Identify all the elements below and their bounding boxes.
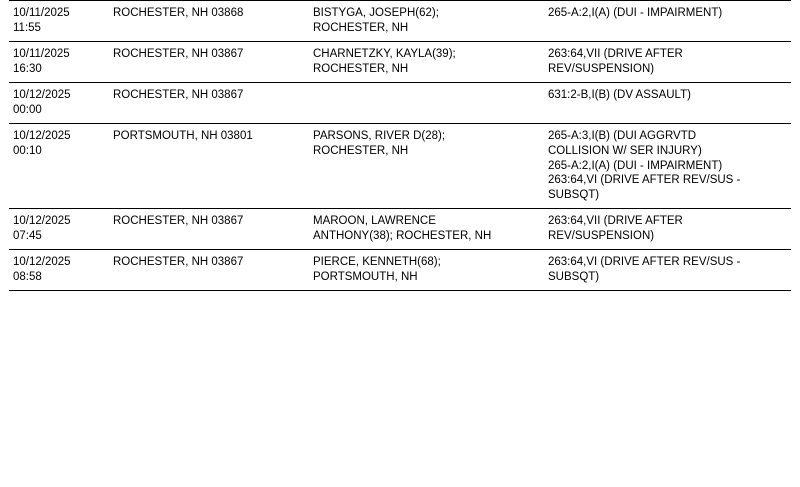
arrest-log-table [9, 0, 791, 291]
cell-name [309, 209, 544, 250]
entry-date: 10/12/2025 [13, 88, 71, 101]
entry-location: ROCHESTER, NH 03868 [113, 7, 244, 19]
table-row [9, 250, 791, 291]
cell-location [109, 123, 309, 209]
cell-datetime [9, 1, 109, 42]
entry-date: 10/12/2025 [13, 129, 71, 142]
cell-charges [544, 41, 791, 82]
entry-residence: ROCHESTER, NH [313, 21, 409, 34]
entry-charge-line: 263:64,VII (DRIVE AFTER [548, 47, 683, 60]
cell-location [109, 209, 309, 250]
arrest-log-body [9, 1, 791, 291]
cell-charges [544, 82, 791, 123]
entry-time: 16:30 [13, 62, 42, 75]
entry-location: ROCHESTER, NH 03867 [113, 47, 244, 60]
entry-date: 10/12/2025 [13, 256, 71, 269]
entry-name: BISTYGA, JOSEPH(62); [313, 7, 439, 19]
cell-datetime [9, 250, 109, 291]
cell-datetime [9, 209, 109, 250]
cell-location [109, 250, 309, 291]
table-row [9, 1, 791, 42]
entry-name: MAROON, LAWRENCE [313, 215, 436, 228]
entry-charge-line: 263:64,VII (DRIVE AFTER [548, 215, 683, 228]
entry-time: 00:00 [13, 103, 42, 116]
entry-time: 08:58 [13, 271, 42, 284]
cell-name [309, 82, 544, 123]
table-row [9, 209, 791, 250]
cell-charges [544, 250, 791, 291]
entry-name: PARSONS, RIVER D(28); [313, 129, 446, 142]
entry-residence: ANTHONY(38); ROCHESTER, NH [313, 230, 492, 243]
entry-time: 07:45 [13, 230, 42, 243]
entry-residence: ROCHESTER, NH [313, 144, 409, 157]
entry-residence: PORTSMOUTH, NH [313, 271, 418, 284]
entry-location: ROCHESTER, NH 03867 [113, 88, 244, 101]
entry-date: 10/11/2025 [13, 47, 70, 60]
cell-charges [544, 123, 791, 209]
entry-time: 11:55 [13, 21, 41, 34]
entry-charge-line: 265-A:2,I(A) (DUI - IMPAIRMENT) [548, 7, 723, 19]
cell-charges [544, 1, 791, 42]
cell-name [309, 41, 544, 82]
entry-charge-line: 631:2-B,I(B) (DV ASSAULT) [548, 88, 691, 101]
cell-datetime [9, 123, 109, 209]
entry-location: PORTSMOUTH, NH 03801 [113, 129, 253, 142]
entry-location: ROCHESTER, NH 03867 [113, 256, 244, 269]
entry-charge-line: 263:64,VI (DRIVE AFTER REV/SUS - [548, 174, 741, 187]
cell-datetime [9, 82, 109, 123]
entry-residence: ROCHESTER, NH [313, 62, 409, 75]
entry-date: 10/11/2025 [13, 7, 70, 19]
entry-charge-line: REV/SUSPENSION) [548, 62, 655, 75]
cell-datetime [9, 41, 109, 82]
cell-name [309, 123, 544, 209]
entry-name: CHARNETZKY, KAYLA(39); [313, 47, 456, 60]
cell-name [309, 1, 544, 42]
table-row [9, 41, 791, 82]
entry-charge-line: 265-A:2,I(A) (DUI - IMPAIRMENT) [548, 159, 723, 172]
entry-charge-line: 263:64,VI (DRIVE AFTER REV/SUS - [548, 256, 741, 269]
entry-charge-line: SUBSQT) [548, 189, 600, 202]
entry-location: ROCHESTER, NH 03867 [113, 215, 244, 228]
table-row [9, 123, 791, 209]
entry-charge-line: COLLISION W/ SER INJURY) [548, 144, 702, 157]
entry-charge-line: REV/SUSPENSION) [548, 230, 655, 243]
entry-name: PIERCE, KENNETH(68); [313, 256, 441, 269]
entry-charge-line: SUBSQT) [548, 271, 600, 284]
entry-charge-line: 265-A:3,I(B) (DUI AGGRVTD [548, 129, 697, 142]
cell-charges [544, 209, 791, 250]
entry-time: 00:10 [13, 144, 42, 157]
table-row [9, 82, 791, 123]
cell-location [109, 1, 309, 42]
entry-date: 10/12/2025 [13, 215, 71, 228]
cell-name [309, 250, 544, 291]
cell-location [109, 41, 309, 82]
cell-location [109, 82, 309, 123]
